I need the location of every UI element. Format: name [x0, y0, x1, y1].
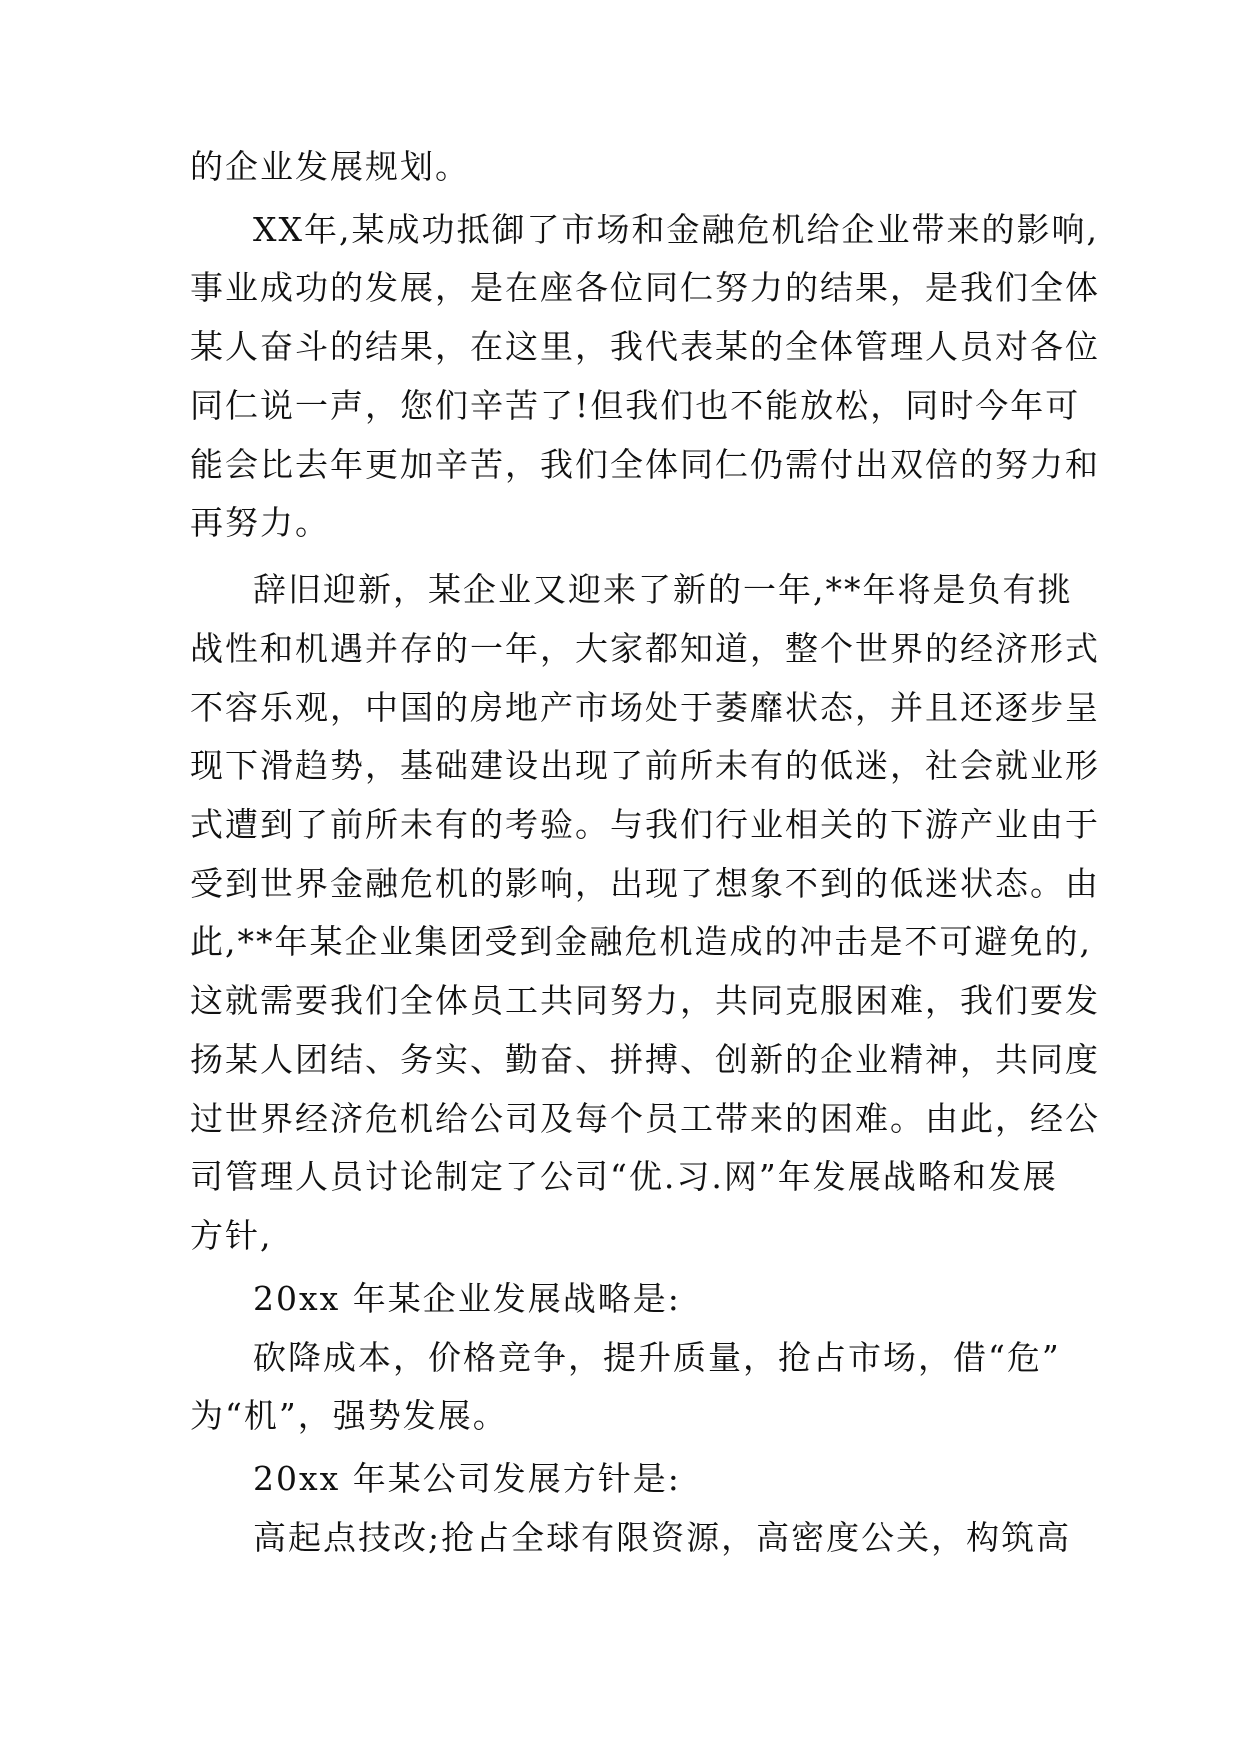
text-line: 此,**年某企业集团受到金融危机造成的冲击是不可避免的,	[190, 922, 1092, 961]
text-line: 受到世界金融危机的影响，出现了想象不到的低迷状态。由	[190, 864, 1100, 903]
text-line: 高起点技改;抢占全球有限资源，高密度公关，构筑高	[253, 1518, 1072, 1557]
text-line: 这就需要我们全体员工共同努力，共同克服困难，我们要发	[190, 981, 1100, 1020]
text-line: 扬某人团结、务实、勤奋、拼搏、创新的企业精神，共同度	[190, 1040, 1100, 1079]
text-line: 过世界经济危机给公司及每个员工带来的困难。由此，经公	[190, 1099, 1100, 1138]
text-line: XX年,某成功抵御了市场和金融危机给企业带来的影响,	[253, 210, 1099, 249]
text-line: 式遭到了前所未有的考验。与我们行业相关的下游产业由于	[190, 805, 1100, 844]
text-line: 战性和机遇并存的一年，大家都知道，整个世界的经济形式	[190, 629, 1100, 668]
text-line: 辞旧迎新，某企业又迎来了新的一年,**年将是负有挑	[253, 570, 1073, 609]
text-line: 20xx 年某企业发展战略是:	[253, 1279, 681, 1318]
text-line: 某人奋斗的结果，在这里，我代表某的全体管理人员对各位	[190, 327, 1100, 366]
text-line: 事业成功的发展，是在座各位同仁努力的结果，是我们全体	[190, 268, 1100, 307]
text-line: 方针,	[190, 1216, 273, 1255]
text-line: 能会比去年更加辛苦，我们全体同仁仍需付出双倍的努力和	[190, 445, 1100, 484]
text-line: 再努力。	[190, 503, 330, 542]
text-line: 的企业发展规划。	[190, 147, 470, 186]
text-line: 现下滑趋势，基础建设出现了前所未有的低迷，社会就业形	[190, 746, 1100, 785]
text-line: 不容乐观，中国的房地产市场处于萎靡状态，并且还逐步呈	[190, 688, 1100, 727]
text-line: 司管理人员讨论制定了公司“优.习.网”年发展战略和发展	[190, 1157, 1058, 1196]
text-line: 同仁说一声，您们辛苦了!但我们也不能放松，同时今年可	[190, 386, 1081, 425]
text-line: 为“机”，强势发展。	[190, 1396, 508, 1435]
text-line: 20xx 年某公司发展方针是:	[253, 1459, 681, 1498]
text-line: 砍降成本，价格竞争，提升质量，抢占市场，借“危”	[253, 1338, 1061, 1377]
